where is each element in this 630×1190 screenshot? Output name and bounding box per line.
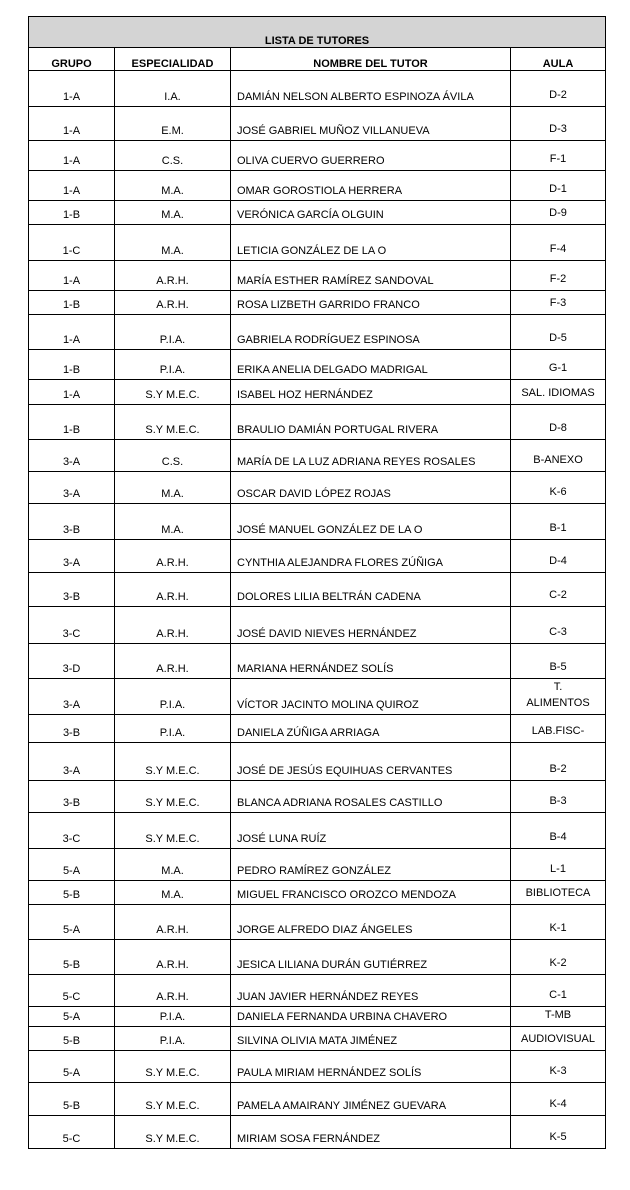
tutor-list-sheet	[28, 16, 606, 1149]
column-header-nombre: NOMBRE DEL TUTOR	[231, 48, 511, 71]
cell-especialidad: S.Y M.E.C.	[115, 1116, 231, 1149]
cell-aula: D-2	[511, 71, 606, 107]
cell-grupo: 5-C	[29, 1116, 115, 1149]
table-row	[29, 715, 606, 743]
table-title: LISTA DE TUTORES	[29, 17, 606, 48]
cell-grupo: 3-B	[29, 504, 115, 540]
cell-aula: F-4	[511, 225, 606, 261]
cell-nombre: BRAULIO DAMIÁN PORTUGAL RIVERA	[231, 405, 511, 440]
cell-grupo: 5-B	[29, 1083, 115, 1116]
cell-especialidad: A.R.H.	[115, 291, 231, 315]
cell-aula: C-2	[511, 573, 606, 607]
cell-nombre: MARÍA DE LA LUZ ADRIANA REYES ROSALES	[231, 440, 511, 472]
cell-grupo: 5-A	[29, 1051, 115, 1083]
cell-aula: B-ANEXO	[511, 440, 606, 472]
cell-nombre: LETICIA GONZÁLEZ DE LA O	[231, 225, 511, 261]
table-row	[29, 350, 606, 380]
cell-grupo: 5-A	[29, 1007, 115, 1027]
cell-nombre: OMAR GOROSTIOLA HERRERA	[231, 171, 511, 201]
cell-especialidad: S.Y M.E.C.	[115, 781, 231, 813]
table-row	[29, 540, 606, 573]
cell-nombre: ERIKA ANELIA DELGADO MADRIGAL	[231, 350, 511, 380]
table-row	[29, 71, 606, 107]
cell-nombre: JUAN JAVIER HERNÁNDEZ REYES	[231, 975, 511, 1007]
cell-especialidad: P.I.A.	[115, 350, 231, 380]
cell-aula: B-5	[511, 644, 606, 679]
column-header-aula: AULA	[511, 48, 606, 71]
cell-aula: D-1	[511, 171, 606, 201]
table-row	[29, 975, 606, 1007]
table-row	[29, 504, 606, 540]
cell-grupo: 1-B	[29, 201, 115, 225]
cell-aula: B-1	[511, 504, 606, 540]
cell-especialidad: S.Y M.E.C.	[115, 813, 231, 849]
table-row	[29, 1116, 606, 1149]
cell-aula: AUDIOVISUAL	[511, 1027, 606, 1051]
cell-grupo: 1-A	[29, 315, 115, 350]
cell-grupo: 3-A	[29, 472, 115, 504]
cell-especialidad: A.R.H.	[115, 573, 231, 607]
cell-nombre: MARÍA ESTHER RAMÍREZ SANDOVAL	[231, 261, 511, 291]
cell-aula: D-4	[511, 540, 606, 573]
cell-especialidad: S.Y M.E.C.	[115, 380, 231, 405]
cell-especialidad: C.S.	[115, 141, 231, 171]
cell-especialidad: A.R.H.	[115, 975, 231, 1007]
cell-grupo: 1-A	[29, 141, 115, 171]
cell-nombre: DANIELA ZÚÑIGA ARRIAGA	[231, 715, 511, 743]
cell-aula: B-2	[511, 743, 606, 781]
table-row	[29, 644, 606, 679]
cell-especialidad: A.R.H.	[115, 607, 231, 644]
cell-especialidad: P.I.A.	[115, 679, 231, 715]
cell-nombre: PEDRO RAMÍREZ GONZÁLEZ	[231, 849, 511, 881]
cell-grupo: 1-C	[29, 225, 115, 261]
tutor-table	[28, 16, 606, 1149]
cell-aula: F-3	[511, 291, 606, 315]
cell-especialidad: M.A.	[115, 225, 231, 261]
cell-aula: K-2	[511, 940, 606, 975]
cell-aula: BIBLIOTECA	[511, 881, 606, 905]
cell-grupo: 3-D	[29, 644, 115, 679]
table-row	[29, 315, 606, 350]
table-row	[29, 743, 606, 781]
cell-grupo: 5-B	[29, 881, 115, 905]
table-body	[29, 71, 606, 1149]
cell-especialidad: E.M.	[115, 107, 231, 141]
table-row	[29, 261, 606, 291]
cell-grupo: 1-A	[29, 380, 115, 405]
cell-aula: D-3	[511, 107, 606, 141]
cell-nombre: CYNTHIA ALEJANDRA FLORES ZÚÑIGA	[231, 540, 511, 573]
cell-especialidad: M.A.	[115, 849, 231, 881]
table-row	[29, 107, 606, 141]
table-row	[29, 781, 606, 813]
cell-especialidad: M.A.	[115, 472, 231, 504]
cell-nombre: VERÓNICA GARCÍA OLGUIN	[231, 201, 511, 225]
cell-grupo: 5-C	[29, 975, 115, 1007]
cell-aula: C-3	[511, 607, 606, 644]
table-row	[29, 1083, 606, 1116]
cell-grupo: 1-A	[29, 171, 115, 201]
cell-nombre: BLANCA ADRIANA ROSALES CASTILLO	[231, 781, 511, 813]
cell-nombre: VÍCTOR JACINTO MOLINA QUIROZ	[231, 679, 511, 715]
cell-nombre: ISABEL HOZ HERNÁNDEZ	[231, 380, 511, 405]
cell-aula: D-8	[511, 405, 606, 440]
cell-nombre: OLIVA CUERVO GUERRERO	[231, 141, 511, 171]
table-row	[29, 380, 606, 405]
table-row	[29, 291, 606, 315]
table-row	[29, 1027, 606, 1051]
cell-nombre: OSCAR DAVID LÓPEZ ROJAS	[231, 472, 511, 504]
cell-especialidad: P.I.A.	[115, 315, 231, 350]
cell-nombre: DAMIÁN NELSON ALBERTO ESPINOZA ÁVILA	[231, 71, 511, 107]
cell-nombre: DANIELA FERNANDA URBINA CHAVERO	[231, 1007, 511, 1027]
cell-aula: K-5	[511, 1116, 606, 1149]
table-row	[29, 1007, 606, 1027]
table-row	[29, 813, 606, 849]
cell-especialidad: C.S.	[115, 440, 231, 472]
table-row	[29, 141, 606, 171]
cell-nombre: ROSA LIZBETH GARRIDO FRANCO	[231, 291, 511, 315]
cell-grupo: 1-A	[29, 107, 115, 141]
cell-aula: K-1	[511, 905, 606, 940]
cell-especialidad: M.A.	[115, 881, 231, 905]
cell-especialidad: M.A.	[115, 504, 231, 540]
cell-aula: B-4	[511, 813, 606, 849]
cell-nombre: JOSÉ GABRIEL MUÑOZ VILLANUEVA	[231, 107, 511, 141]
cell-especialidad: A.R.H.	[115, 644, 231, 679]
cell-grupo: 3-C	[29, 607, 115, 644]
cell-grupo: 5-A	[29, 905, 115, 940]
cell-grupo: 1-B	[29, 291, 115, 315]
cell-aula: T-MB	[511, 1007, 606, 1027]
table-row	[29, 881, 606, 905]
cell-aula: K-3	[511, 1051, 606, 1083]
table-row	[29, 171, 606, 201]
cell-aula: D-9	[511, 201, 606, 225]
cell-nombre: JESICA LILIANA DURÁN GUTIÉRREZ	[231, 940, 511, 975]
cell-nombre: SILVINA OLIVIA MATA JIMÉNEZ	[231, 1027, 511, 1051]
cell-especialidad: A.R.H.	[115, 940, 231, 975]
cell-grupo: 3-A	[29, 440, 115, 472]
cell-grupo: 1-A	[29, 261, 115, 291]
cell-especialidad: A.R.H.	[115, 261, 231, 291]
cell-grupo: 3-A	[29, 743, 115, 781]
cell-aula: K-6	[511, 472, 606, 504]
cell-aula: G-1	[511, 350, 606, 380]
cell-nombre: DOLORES LILIA BELTRÁN CADENA	[231, 573, 511, 607]
cell-grupo: 3-A	[29, 540, 115, 573]
table-row	[29, 573, 606, 607]
cell-grupo: 3-B	[29, 573, 115, 607]
cell-grupo: 3-C	[29, 813, 115, 849]
cell-aula: F-1	[511, 141, 606, 171]
cell-nombre: PAULA MIRIAM HERNÁNDEZ SOLÍS	[231, 1051, 511, 1083]
cell-especialidad: S.Y M.E.C.	[115, 743, 231, 781]
cell-aula: LAB.FISC-	[511, 715, 606, 743]
cell-especialidad: I.A.	[115, 71, 231, 107]
cell-especialidad: A.R.H.	[115, 905, 231, 940]
cell-nombre: MIRIAM SOSA FERNÁNDEZ	[231, 1116, 511, 1149]
table-row	[29, 940, 606, 975]
cell-nombre: JOSÉ DAVID NIEVES HERNÁNDEZ	[231, 607, 511, 644]
table-row	[29, 607, 606, 644]
cell-grupo: 5-B	[29, 1027, 115, 1051]
cell-nombre: MIGUEL FRANCISCO OROZCO MENDOZA	[231, 881, 511, 905]
cell-nombre: PAMELA AMAIRANY JIMÉNEZ GUEVARA	[231, 1083, 511, 1116]
cell-grupo: 3-A	[29, 679, 115, 715]
cell-aula: SAL. IDIOMAS	[511, 380, 606, 405]
cell-nombre: JOSÉ MANUEL GONZÁLEZ DE LA O	[231, 504, 511, 540]
table-row	[29, 905, 606, 940]
table-row	[29, 1051, 606, 1083]
cell-grupo: 3-B	[29, 781, 115, 813]
table-row	[29, 679, 606, 715]
cell-especialidad: A.R.H.	[115, 540, 231, 573]
cell-nombre: JOSÉ LUNA RUÍZ	[231, 813, 511, 849]
cell-grupo: 1-B	[29, 350, 115, 380]
table-row	[29, 405, 606, 440]
cell-aula: K-4	[511, 1083, 606, 1116]
cell-nombre: JOSÉ DE JESÚS EQUIHUAS CERVANTES	[231, 743, 511, 781]
cell-grupo: 3-B	[29, 715, 115, 743]
cell-especialidad: M.A.	[115, 201, 231, 225]
table-row	[29, 849, 606, 881]
cell-grupo: 1-A	[29, 71, 115, 107]
cell-grupo: 5-B	[29, 940, 115, 975]
cell-aula: D-5	[511, 315, 606, 350]
column-header-grupo: GRUPO	[29, 48, 115, 71]
cell-nombre: MARIANA HERNÁNDEZ SOLÍS	[231, 644, 511, 679]
cell-nombre: JORGE ALFREDO DIAZ ÁNGELES	[231, 905, 511, 940]
header-row	[29, 48, 606, 71]
cell-aula: T. ALIMENTOS	[511, 679, 606, 715]
cell-especialidad: P.I.A.	[115, 1007, 231, 1027]
cell-especialidad: P.I.A.	[115, 715, 231, 743]
cell-aula: C-1	[511, 975, 606, 1007]
cell-especialidad: M.A.	[115, 171, 231, 201]
table-row	[29, 201, 606, 225]
cell-especialidad: S.Y M.E.C.	[115, 1083, 231, 1116]
cell-aula: F-2	[511, 261, 606, 291]
cell-aula: B-3	[511, 781, 606, 813]
table-row	[29, 440, 606, 472]
cell-especialidad: S.Y M.E.C.	[115, 1051, 231, 1083]
table-row	[29, 472, 606, 504]
cell-aula: L-1	[511, 849, 606, 881]
table-row	[29, 225, 606, 261]
cell-grupo: 1-B	[29, 405, 115, 440]
column-header-especialidad: ESPECIALIDAD	[115, 48, 231, 71]
cell-especialidad: P.I.A.	[115, 1027, 231, 1051]
cell-grupo: 5-A	[29, 849, 115, 881]
cell-nombre: GABRIELA RODRÍGUEZ ESPINOSA	[231, 315, 511, 350]
cell-especialidad: S.Y M.E.C.	[115, 405, 231, 440]
